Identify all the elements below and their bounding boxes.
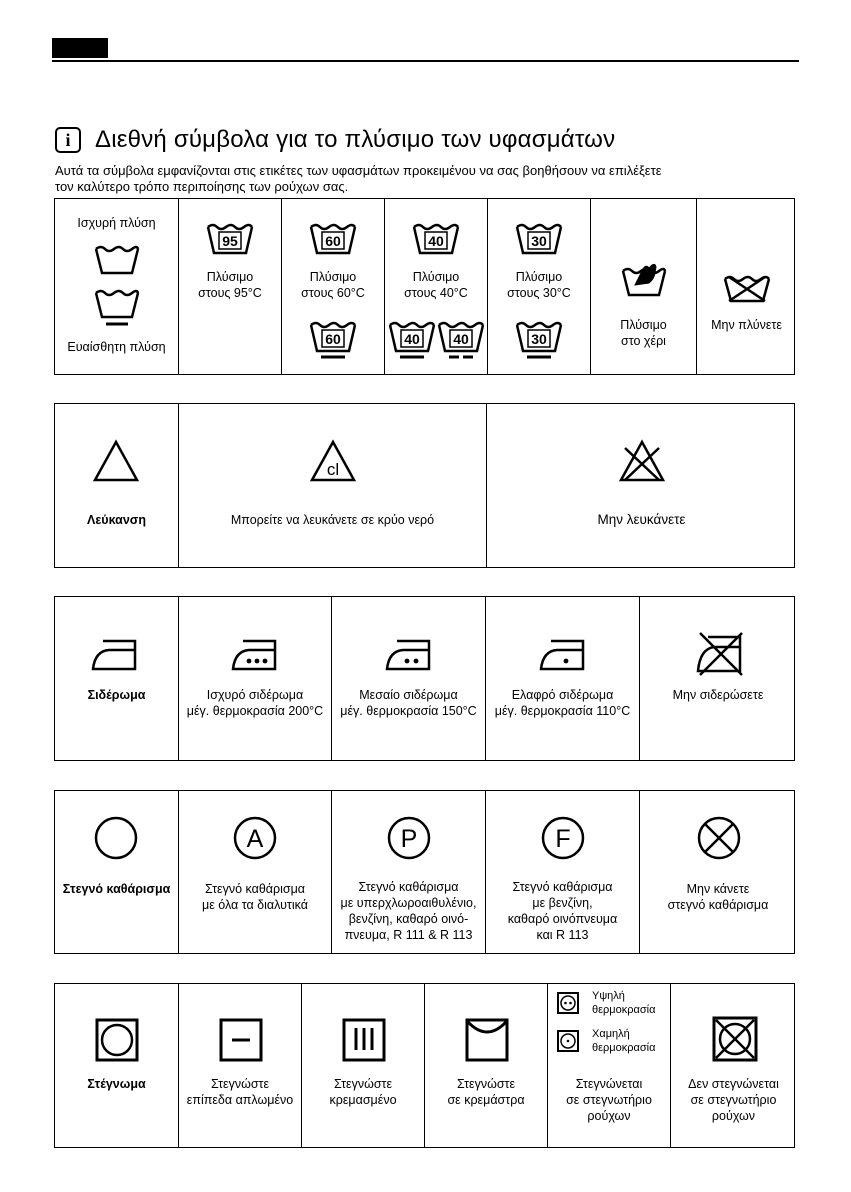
ironing-general-cell [55,597,178,760]
iron-light-cell [485,597,639,760]
gentle-wash-label: Ευαίσθητη πλύση [67,340,166,354]
no-bleach-cell [486,404,796,567]
drip-dry-cell [301,984,424,1147]
dryclean-f-label: Στεγνό καθάρισμα με βενζίνη, καθαρό οινόπνευμα και R 113 [507,880,618,942]
wash-60-icon [309,223,357,255]
no-dryclean-icon [696,815,742,861]
line-dry-label: Στεγνώστε σε κρεμάστρα [447,1077,525,1107]
drying-table [54,983,795,1148]
hand-wash-cell [590,199,696,374]
dryclean-p-cell [331,791,485,953]
no-bleach-label: Μην λευκάνετε [597,512,686,527]
dryclean-f-cell [485,791,639,953]
tumble-dry-icon [95,1018,139,1062]
ironing-title: Σιδέρωμα [87,688,146,702]
iron-one-dot-icon [539,637,587,671]
no-iron-icon [694,631,744,677]
low-heat-label: Χαμηλή θερμοκρασία [592,1028,656,1054]
tumble-dry-cell [547,984,670,1147]
dry-flat-label: Στεγνώστε επίπεδα απλωμένο [186,1077,294,1107]
no-iron-label: Μην σιδερώσετε [672,688,764,702]
chlorine-bleach-icon [310,440,356,482]
wash-40-icon [412,223,460,255]
iron-strong-cell [178,597,331,760]
line-dry-icon [465,1018,509,1062]
tumble-dry-label: Στεγνώνεται σε στεγνωτήριο ρούχων [566,1077,652,1123]
bleach-cold-cell [178,404,486,567]
drying-general-cell [55,984,178,1147]
no-wash-icon [723,275,771,303]
strong-wash-label: Ισχυρή πλύση [77,216,156,230]
wash-60-gentle-temp: 60 [325,331,341,347]
high-heat-label: Υψηλή θερμοκρασία [592,990,656,1016]
page-title: Διεθνή σύμβολα για το πλύσιμο των υφασμάτων [95,126,616,153]
wash-30-cell [487,199,590,374]
no-tumble-dry-icon [712,1016,758,1062]
wash-40-temp: 40 [428,233,444,249]
wash-95-temp: 95 [222,233,238,249]
iron-light-label: Ελαφρό σιδέρωμα μέγ. θερμοκρασία 110°C [494,688,631,718]
intro-text [55,163,815,195]
iron-medium-label: Μεσαίο σιδέρωμα μέγ. θερμοκρασία 150°C [340,688,477,718]
wash-95-icon [206,223,254,255]
wash-40-label: Πλύσιμο στους 40°C [404,270,468,300]
hand-wash-icon [621,261,667,297]
wash-40-cell [384,199,487,374]
bleach-cold-label: Μπορείτε να λευκάνετε σε κρύο νερό [230,513,435,527]
tumble-low-heat-icon [557,1030,579,1052]
wash-30-temp: 30 [531,233,547,249]
wash-40-gentle-temp: 40 [404,331,420,347]
wash-40-very-gentle-temp: 40 [453,331,469,347]
info-icon: i [55,127,81,153]
dryclean-p-label: Στεγνό καθάρισμα με υπερχλωροαιθυλένιο, βενζίνη, καθαρό οινό- πνευμα, R 111 & R 113 [340,880,477,942]
dryclean-circle-icon [93,815,139,861]
dry-flat-cell [178,984,301,1147]
no-dryclean-cell [639,791,796,953]
iron-medium-cell [331,597,485,760]
gentle-wash-tub-icon [94,289,140,327]
wash-60-temp: 60 [325,233,341,249]
iron-two-dots-icon [385,637,433,671]
iron-strong-label: Ισχυρό σιδέρωμα μέγ. θερμοκρασία 200°C [186,688,324,718]
wash-30-icon [515,223,563,255]
wash-30-label: Πλύσιμο στους 30°C [507,270,571,300]
dryclean-general-cell [55,791,178,953]
ironing-table [54,596,795,761]
tumble-high-heat-icon [557,992,579,1014]
wash-60-cell [281,199,384,374]
header-rule [52,60,799,62]
no-iron-cell [639,597,796,760]
no-wash-label: Μην πλύνετε [711,318,782,332]
dry-flat-icon [219,1018,263,1062]
header-bar-block [52,38,108,58]
washing-table [54,198,795,375]
iron-three-dots-icon [231,637,279,671]
dryclean-a-letter: A [246,825,264,853]
bleach-triangle-icon [93,440,139,482]
no-tumble-dry-cell [670,984,796,1147]
section-heading [55,122,615,158]
wash-95-cell [178,199,281,374]
bleach-title: Λεύκανση [87,513,146,527]
wash-30-gentle-icon [515,321,563,361]
drip-dry-label: Στεγνώστε κρεμασμένο [329,1077,397,1107]
intro-line-2: τον καλύτερο τρόπο περιποίησης των ρούχων σας. [55,179,349,194]
dryclean-p-letter: P [400,825,418,853]
hand-wash-label: Πλύσιμο στο χέρι [620,318,667,348]
no-wash-cell [696,199,796,374]
wash-30-gentle-temp: 30 [531,331,547,347]
dryclean-f-icon [540,815,586,861]
no-bleach-icon [619,440,665,482]
chlorine-text: cl [326,460,340,479]
washing-general-cell [55,199,178,374]
drying-title: Στέγνωμα [87,1077,146,1091]
intro-line-1: Αυτά τα σύμβολα εμφανίζονται στις ετικέτες των υφασμάτων προκειμένου να σας βοηθήσουν να επιλέξετε [55,163,662,178]
dryclean-all-label: Στεγνό καθάρισμα με όλα τα διαλυτικά [202,882,308,912]
dryclean-p-icon [386,815,432,861]
drip-dry-icon [342,1018,386,1062]
dryclean-a-icon [232,815,278,861]
dryclean-title: Στεγνό καθάρισμα [62,882,171,896]
wash-40-very-gentle-icon [437,321,485,361]
wash-60-gentle-icon [309,321,357,361]
dry-cleaning-table [54,790,795,954]
wash-60-label: Πλύσιμο στους 60°C [301,270,365,300]
bleach-table [54,403,795,568]
wash-tub-icon [94,245,140,275]
bleach-general-cell [55,404,178,567]
wash-40-gentle-icon [388,321,436,361]
wash-95-label: Πλύσιμο στους 95°C [198,270,262,300]
dryclean-f-letter: F [555,825,571,853]
no-dryclean-label: Μην κάνετε στεγνό καθάρισμα [667,882,769,912]
no-tumble-dry-label: Δεν στεγνώνεται σε στεγνωτήριο ρούχων [688,1077,779,1123]
line-dry-cell [424,984,547,1147]
iron-icon [91,637,139,671]
dryclean-all-cell [178,791,331,953]
